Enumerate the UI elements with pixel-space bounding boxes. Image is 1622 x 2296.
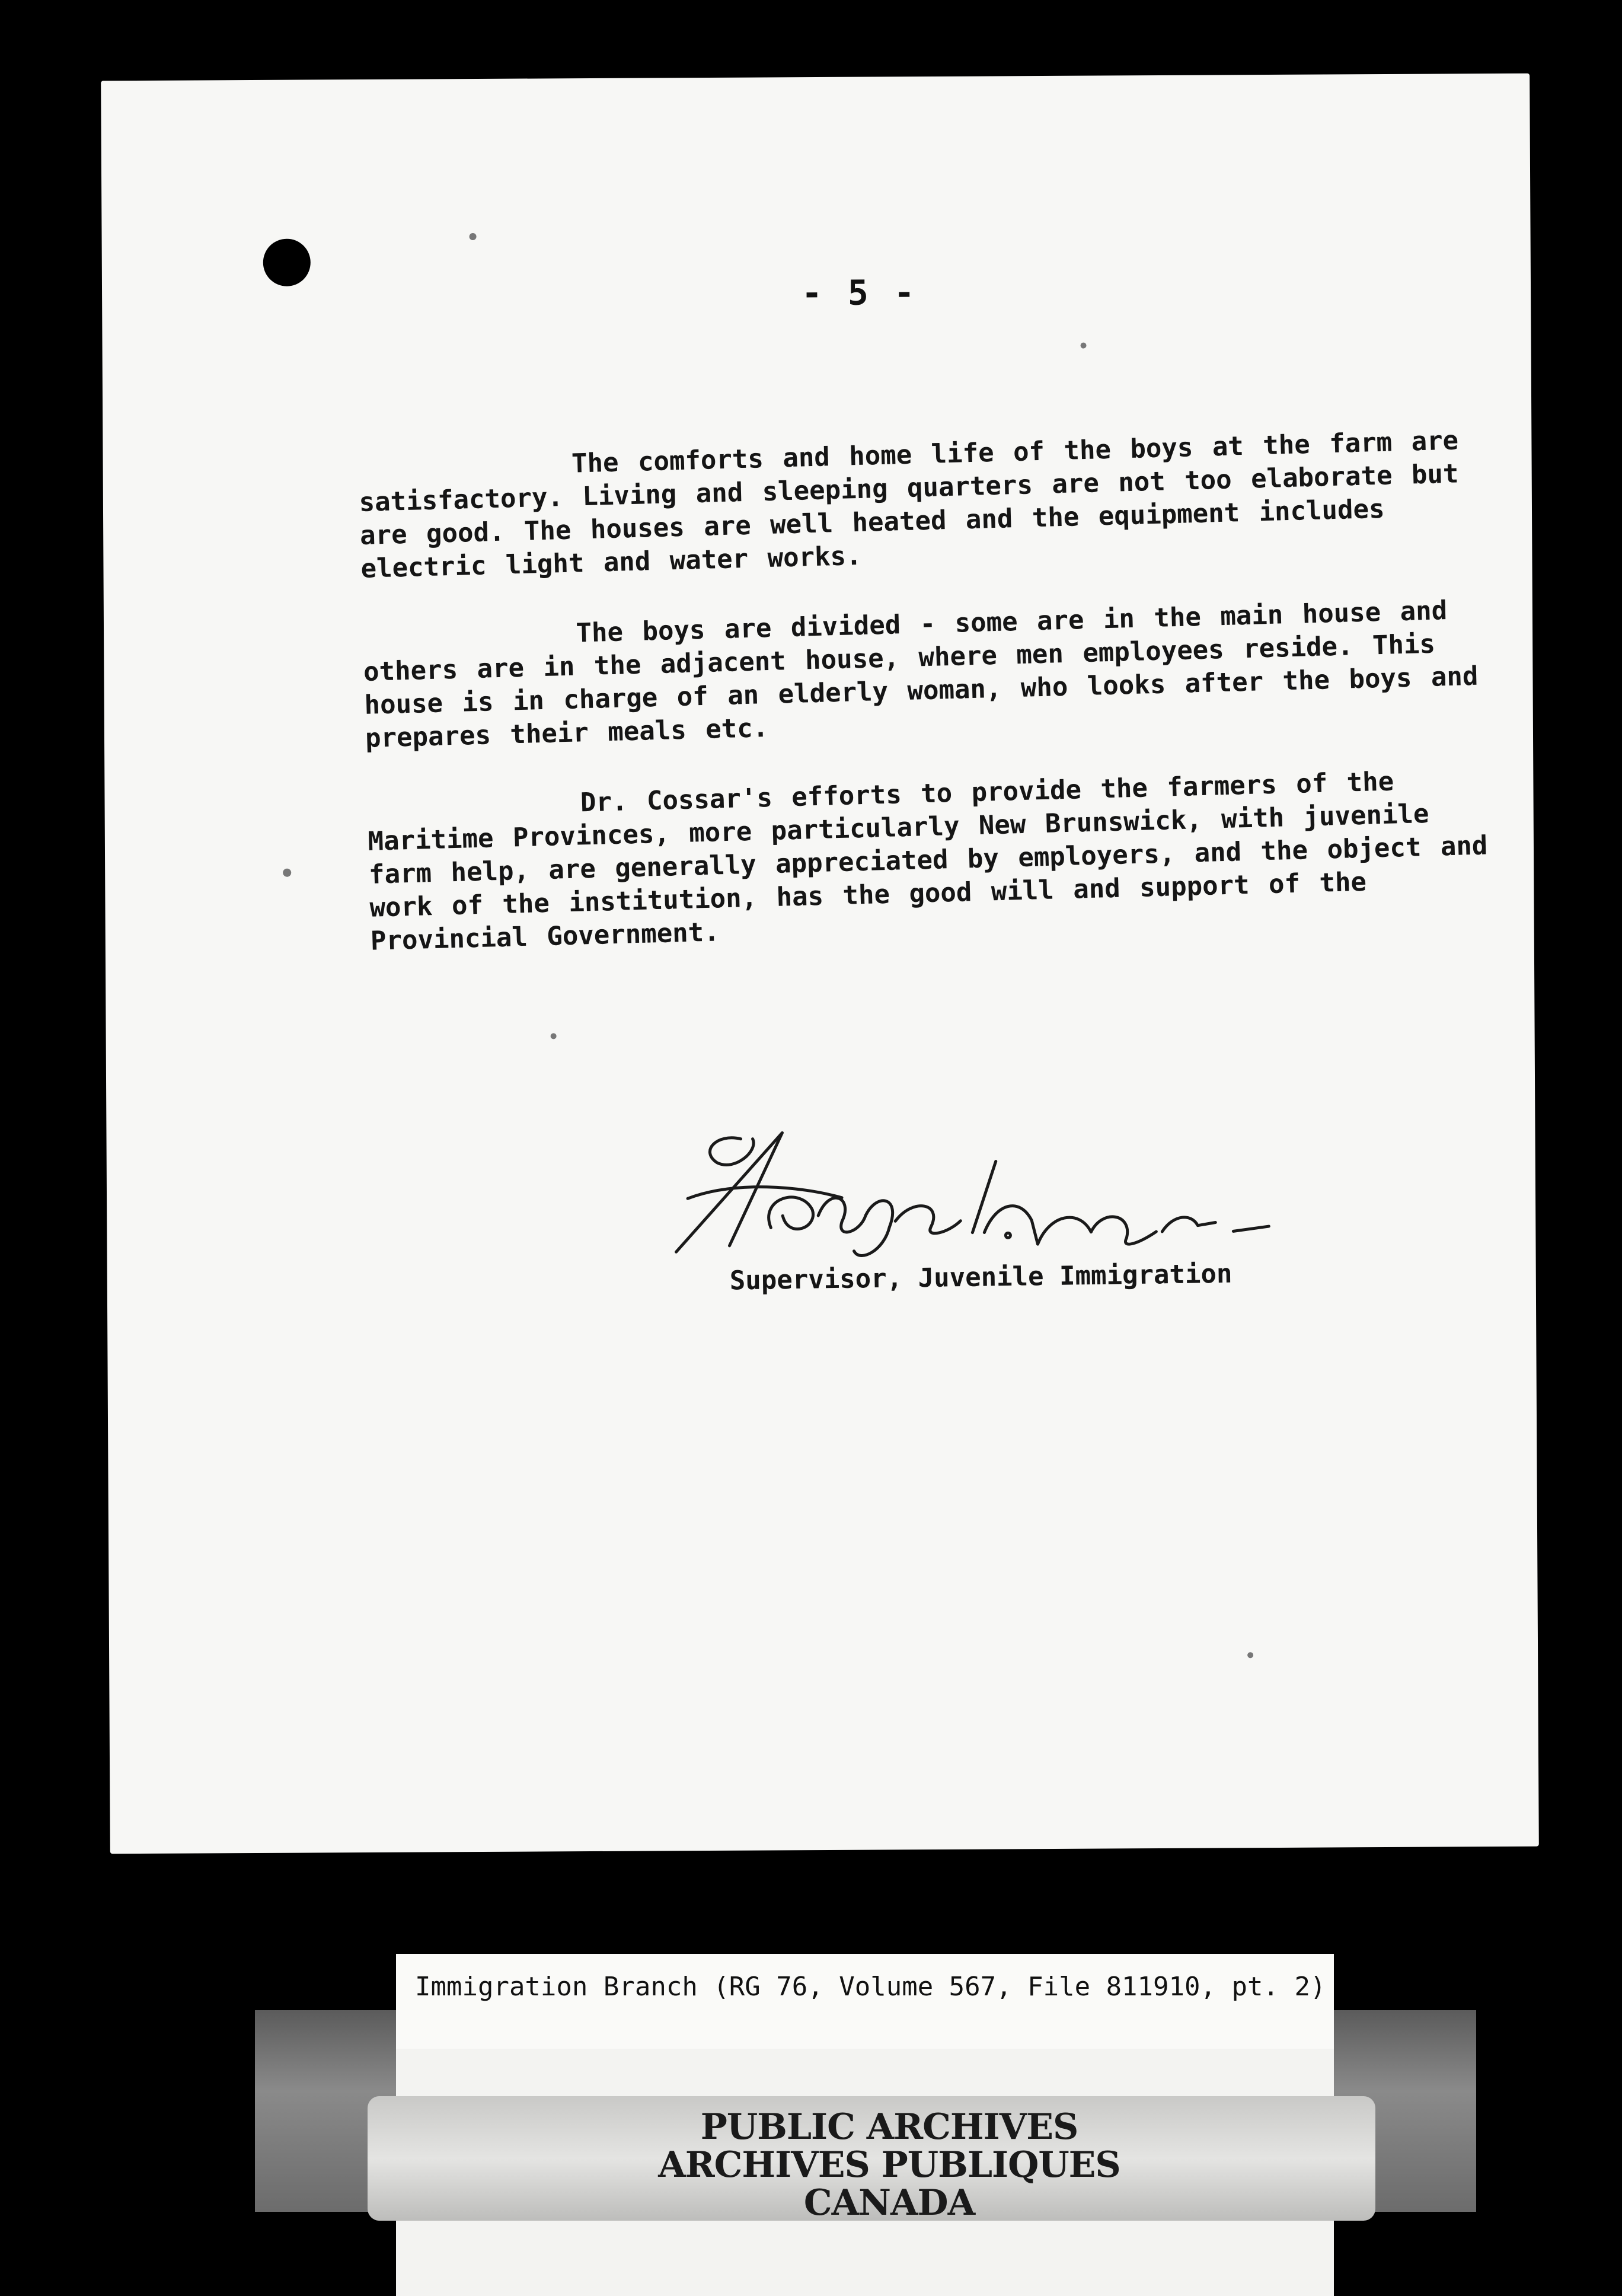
paper-speck xyxy=(551,1033,557,1039)
page-number: - 5 - xyxy=(801,272,917,314)
handwritten-signature xyxy=(663,1095,1293,1276)
paper-speck xyxy=(470,233,477,240)
paragraph-2: The boys are divided - some are in the main house and others are in the adjacent house, where men employees reside. This house is in charge of an elderly woman, who looks after the boys and prepares their meals etc. xyxy=(363,595,1479,754)
document-page xyxy=(101,74,1539,1854)
archive-reference-text: Immigration Branch (RG 76, Volume 567, File 811910, pt. 2) xyxy=(415,1972,1326,2002)
paragraph-1: The comforts and home life of the boys at the farm are satisfactory. Living and sleeping quarters are not too elaborate but are good. The houses are well heated and the equipment includes electric light and water works. xyxy=(358,425,1460,584)
paper-speck xyxy=(283,869,291,877)
signatory-title: Supervisor, Juvenile Immigration xyxy=(729,1258,1233,1296)
stamp-line-2: ARCHIVES PUBLIQUES xyxy=(658,2144,1120,2186)
archives-stamp xyxy=(622,2108,1156,2222)
stamp-line-3: CANADA xyxy=(803,2182,975,2224)
paper-speck xyxy=(1247,1652,1253,1658)
letter-body xyxy=(357,423,1498,994)
stamp-line-1: PUBLIC ARCHIVES xyxy=(700,2106,1078,2148)
archive-reference-label xyxy=(396,1954,1334,2049)
paragraph-3: Dr. Cossar's efforts to provide the farmers of the Maritime Provinces, more particularly New Brunswick, with juvenile farm help, are generally appreciated by employers, and the object and work of the institution, has the good will and support of the Provincial Government. xyxy=(367,766,1488,956)
punch-hole xyxy=(263,238,311,286)
paper-speck xyxy=(1081,343,1087,349)
